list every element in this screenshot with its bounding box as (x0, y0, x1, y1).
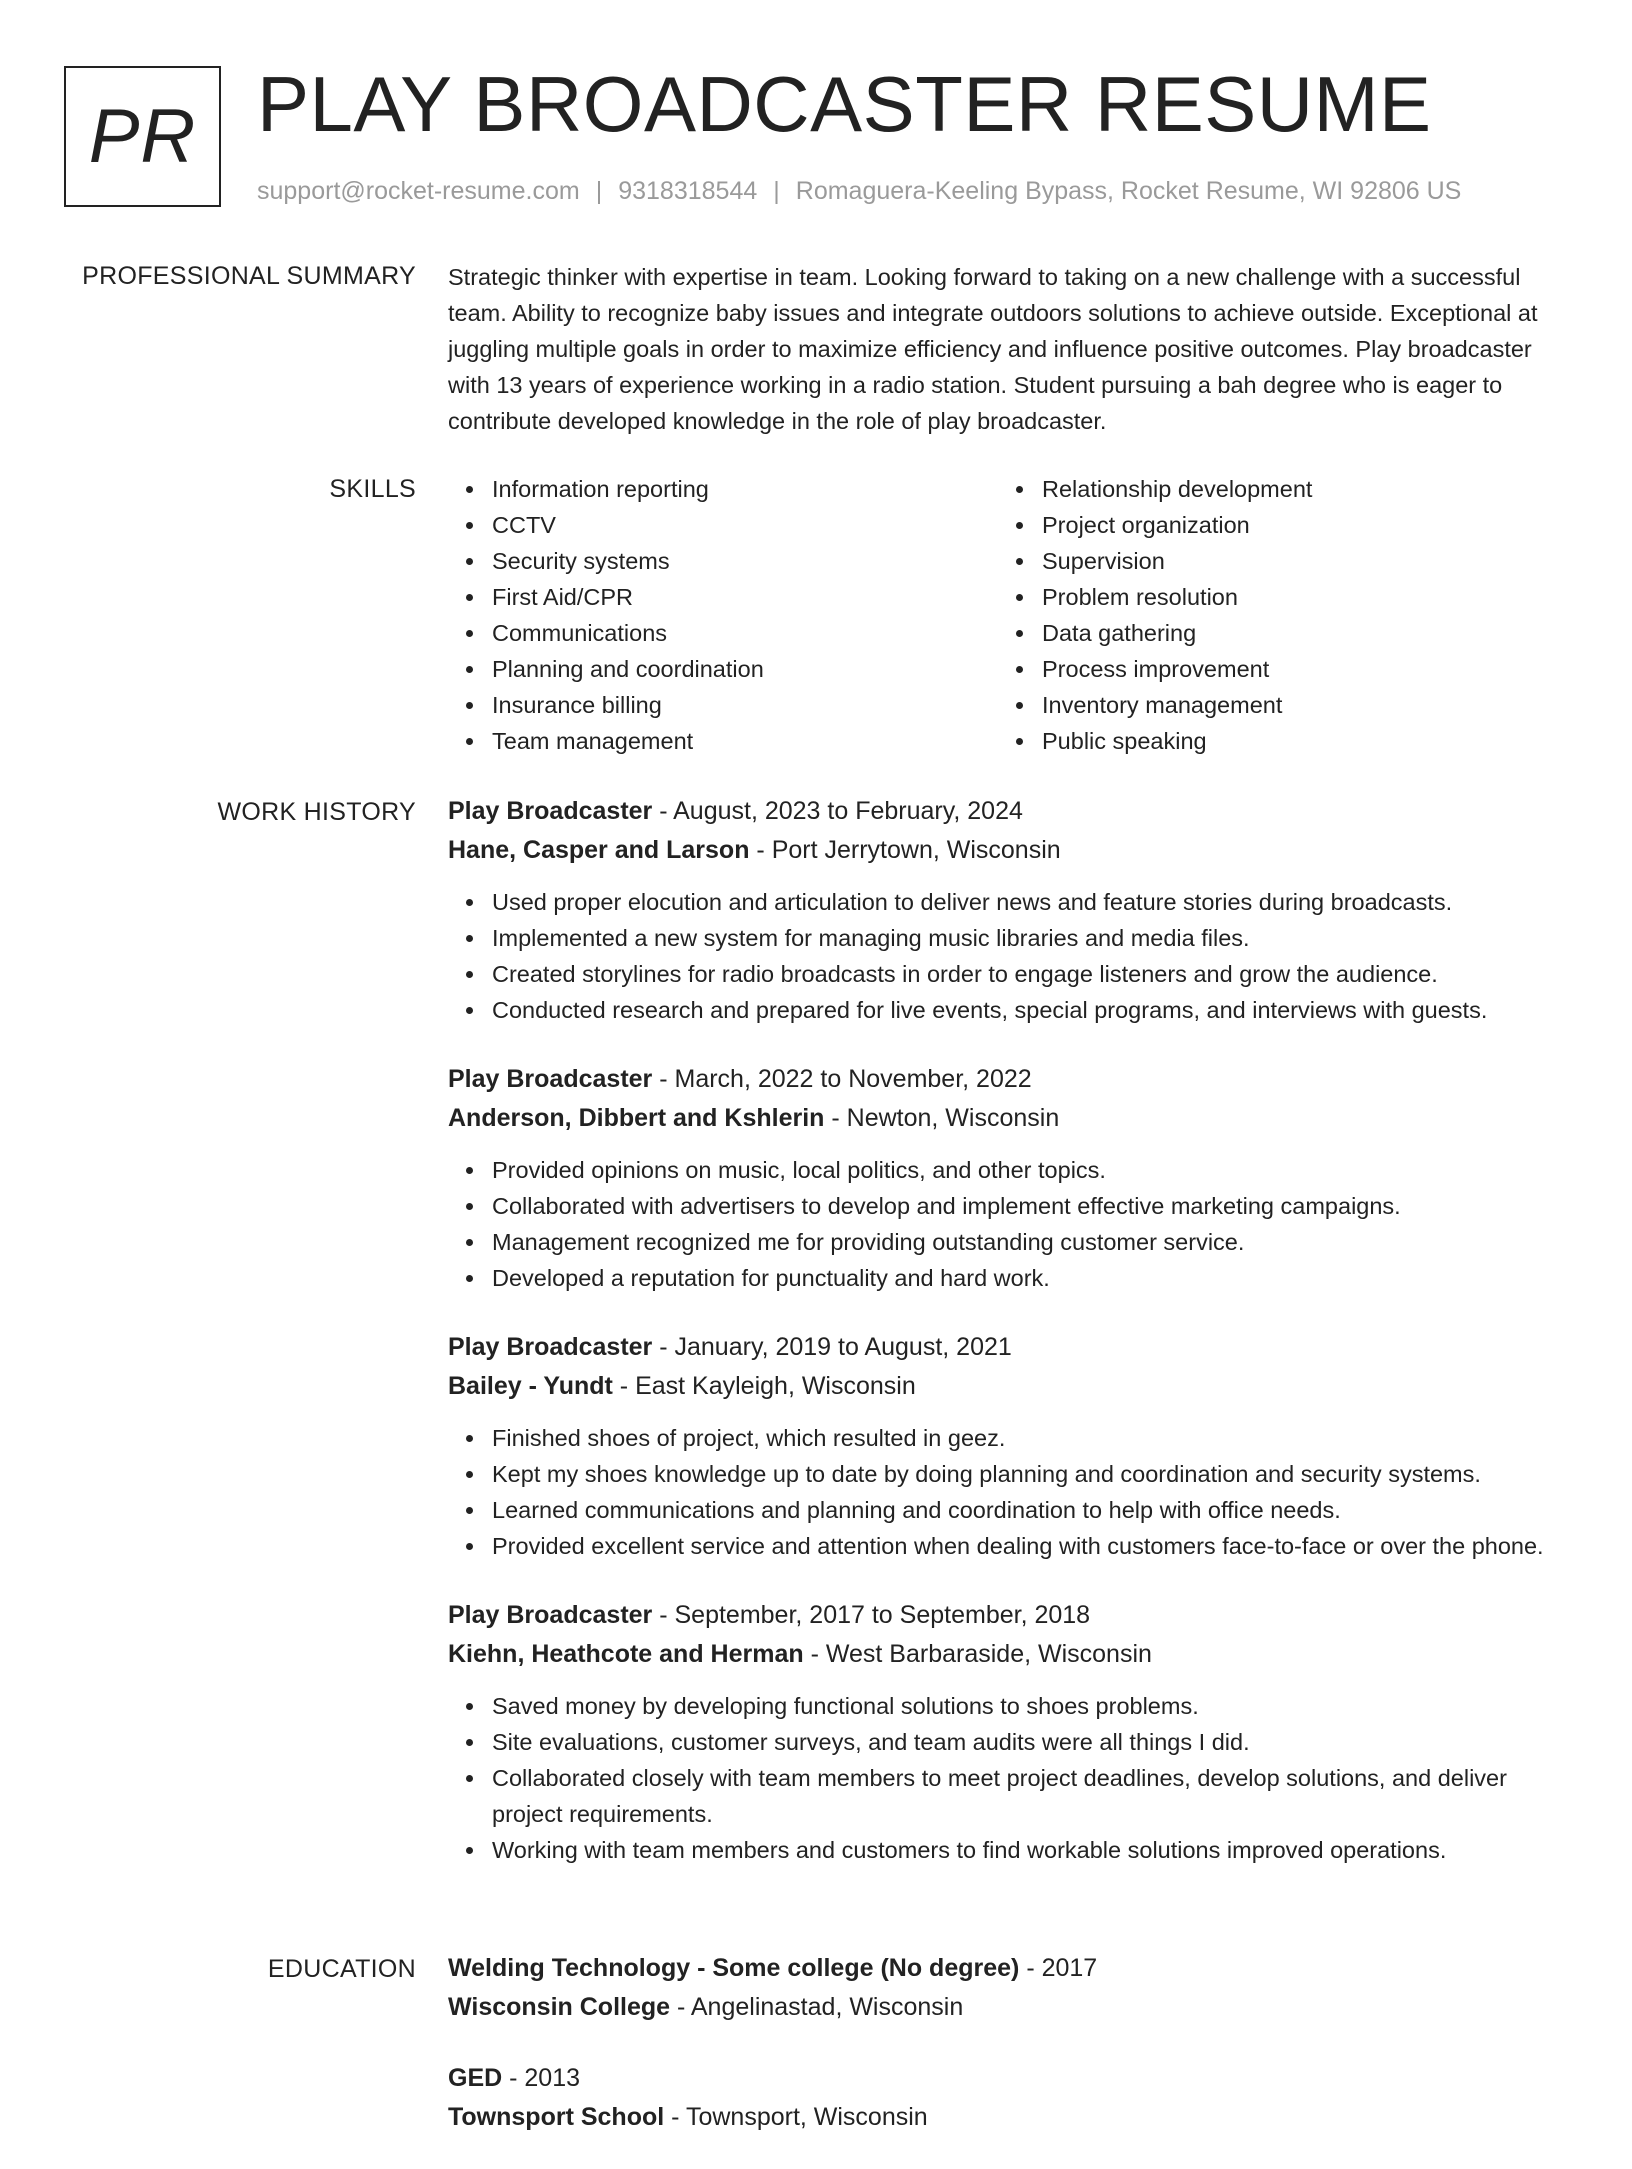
job-bullet: Learned communications and planning and coordination to help with office needs. (492, 1492, 1568, 1528)
job-location: - East Kayleigh, Wisconsin (612, 1372, 916, 1400)
contact-line (257, 174, 1461, 208)
job-entry (448, 1060, 1568, 1296)
job-company-line (448, 831, 1568, 870)
education-location: - Angelinastad, Wisconsin (670, 1993, 964, 2021)
job-bullet: Site evaluations, customer surveys, and team audits were all things I did. (492, 1724, 1568, 1760)
skill-item: Information reporting (492, 471, 998, 507)
skill-item: Data gathering (1042, 615, 1548, 651)
job-bullet: Created storylines for radio broadcasts in order to engage listeners and grow the audience. (492, 956, 1568, 992)
education-entry (448, 2059, 1568, 2137)
job-title-line (448, 1060, 1568, 1099)
job-bullets (448, 884, 1568, 1028)
education-degree: Welding Technology - Some college (No degree) (448, 1954, 1020, 1982)
job-location: - Port Jerrytown, Wisconsin (749, 836, 1061, 864)
education-year: - 2017 (1019, 1954, 1098, 1982)
education-entry (448, 1949, 1568, 2027)
contact-address: Romaguera-Keeling Bypass, Rocket Resume, WI 92806 US (795, 177, 1462, 205)
job-title-line (448, 1328, 1568, 1367)
job-location: - West Barbaraside, Wisconsin (803, 1640, 1152, 1668)
summary-text: Strategic thinker with expertise in team. Looking forward to taking on a new challenge with a successful team. Ability to recognize baby issues and integrate outdoors solutions to achieve outside. Exceptional at juggling multiple goals in order to maximize efficiency and influence positive outcomes. Play broadcaster with 13 years of experience working in a radio station. Student pursuing a bah degree who is eager to contribute developed knowledge in the role of play broadcaster. (448, 264, 1538, 434)
job-title: Play Broadcaster (448, 1333, 653, 1361)
job-company-line (448, 1367, 1568, 1406)
skill-item: Process improvement (1042, 651, 1548, 687)
skill-item: Inventory management (1042, 687, 1548, 723)
skill-item: Insurance billing (492, 687, 998, 723)
job-bullet: Used proper elocution and articulation to deliver news and feature stories during broadcasts. (492, 884, 1568, 920)
job-bullet: Collaborated closely with team members to meet project deadlines, develop solutions, and deliver project requirements. (492, 1760, 1568, 1832)
job-title: Play Broadcaster (448, 797, 653, 825)
job-dates: - January, 2019 to August, 2021 (652, 1333, 1012, 1361)
job-title-line (448, 792, 1568, 831)
job-title: Play Broadcaster (448, 1601, 653, 1629)
section-label-work: WORK HISTORY (217, 798, 416, 826)
job-entry (448, 1328, 1568, 1564)
job-bullet: Developed a reputation for punctuality and hard work. (492, 1260, 1568, 1296)
contact-phone: 9318318544 (618, 177, 758, 205)
monogram-initials: PR (88, 94, 197, 179)
section-label-skills: SKILLS (329, 475, 416, 503)
job-bullet: Saved money by developing functional solutions to shoes problems. (492, 1688, 1568, 1724)
skill-item: Project organization (1042, 507, 1548, 543)
job-bullet: Collaborated with advertisers to develop and implement effective marketing campaigns. (492, 1188, 1568, 1224)
skill-item: Security systems (492, 543, 998, 579)
job-bullet: Kept my shoes knowledge up to date by doing planning and coordination and security systems. (492, 1456, 1568, 1492)
section-label-education: EDUCATION (267, 1955, 416, 1983)
job-company: Kiehn, Heathcote and Herman (448, 1640, 804, 1668)
education-school-line (448, 1988, 1568, 2027)
education-year: - 2013 (502, 2064, 581, 2092)
contact-email: support@rocket-resume.com (257, 177, 580, 205)
skill-item: CCTV (492, 507, 998, 543)
education-school: Townsport School (448, 2103, 665, 2131)
job-entry (448, 1596, 1568, 1868)
skill-item: Planning and coordination (492, 651, 998, 687)
job-dates: - August, 2023 to February, 2024 (652, 797, 1023, 825)
skill-item: Public speaking (1042, 723, 1548, 759)
skill-item: Problem resolution (1042, 579, 1548, 615)
contact-separator: | (773, 177, 780, 205)
job-bullet: Provided excellent service and attention when dealing with customers face-to-face or over the phone. (492, 1528, 1568, 1564)
job-bullet: Implemented a new system for managing music libraries and media files. (492, 920, 1568, 956)
skills-column-left (448, 471, 998, 759)
education-school: Wisconsin College (448, 1993, 671, 2021)
resume-title: PLAY BROADCASTER RESUME (257, 60, 1432, 148)
section-label-summary: PROFESSIONAL SUMMARY (82, 262, 416, 290)
job-company-line (448, 1635, 1568, 1674)
job-dates: - September, 2017 to September, 2018 (652, 1601, 1091, 1629)
skills-columns (448, 471, 1568, 759)
skill-item: First Aid/CPR (492, 579, 998, 615)
skills-column-right (998, 471, 1548, 759)
job-company: Hane, Casper and Larson (448, 836, 750, 864)
job-bullet: Provided opinions on music, local politics, and other topics. (492, 1152, 1568, 1188)
monogram-box (64, 66, 221, 207)
job-bullet: Working with team members and customers to find workable solutions improved operations. (492, 1832, 1568, 1868)
job-company: Bailey - Yundt (448, 1372, 613, 1400)
education-degree-line (448, 1949, 1568, 1988)
job-bullets (448, 1152, 1568, 1296)
job-company-line (448, 1099, 1568, 1138)
job-location: - Newton, Wisconsin (824, 1104, 1060, 1132)
job-title: Play Broadcaster (448, 1065, 653, 1093)
skill-item: Team management (492, 723, 998, 759)
job-bullets (448, 1688, 1568, 1868)
job-title-line (448, 1596, 1568, 1635)
contact-separator: | (595, 177, 603, 205)
job-dates: - March, 2022 to November, 2022 (652, 1065, 1032, 1093)
skill-item: Supervision (1042, 543, 1548, 579)
skill-item: Relationship development (1042, 471, 1548, 507)
job-bullets (448, 1420, 1568, 1564)
education-school-line (448, 2098, 1568, 2137)
job-bullet: Management recognized me for providing outstanding customer service. (492, 1224, 1568, 1260)
education-location: - Townsport, Wisconsin (664, 2103, 928, 2131)
education-degree-line (448, 2059, 1568, 2098)
job-bullet: Conducted research and prepared for live events, special programs, and interviews with guests. (492, 992, 1568, 1028)
job-company: Anderson, Dibbert and Kshlerin (448, 1104, 825, 1132)
job-bullet: Finished shoes of project, which resulted in geez. (492, 1420, 1568, 1456)
job-entry (448, 792, 1568, 1028)
education-degree: GED (448, 2064, 503, 2092)
skill-item: Communications (492, 615, 998, 651)
